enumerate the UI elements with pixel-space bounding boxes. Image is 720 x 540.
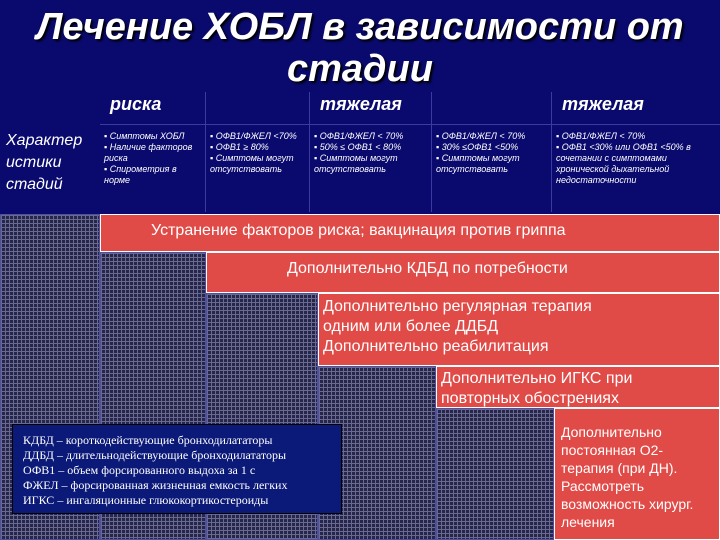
treatment-bar-5-line: возможность хирург.	[561, 496, 694, 512]
title-line-1: Лечение ХОБЛ в зависимости от	[36, 6, 684, 48]
treatment-bar-3-line: одним или более ДДБД	[323, 318, 499, 335]
treatment-bar-4	[436, 366, 720, 408]
header-label-2: тяжелая	[320, 94, 402, 114]
stage-item: ▪ Симптомы могут отсутствовать	[314, 153, 398, 174]
stage-item: ▪ ОФВ1 <30% или ОФВ1 <50% в сочетании с симптомами хронической дыхательной недостаточности	[556, 142, 691, 185]
stage-cell-1	[206, 124, 310, 212]
legend-line: ОФВ1 – объем форсированного выдоха за 1 с	[23, 463, 256, 477]
stage-cell-0	[100, 124, 206, 212]
stage-item: ▪ Спирометрия в норме	[104, 164, 177, 185]
abbreviation-legend	[12, 424, 342, 514]
treatment-bar-5-line: терапия (при ДН).	[561, 460, 678, 476]
treatment-bar-1-text: Устранение факторов риска; вакцинация против гриппа	[151, 222, 566, 239]
legend-line: КДБД – короткодействующие бронходилататоры	[23, 433, 273, 447]
treatment-bar-4-line: повторных обострениях	[441, 390, 619, 407]
stage-item: ▪ ОФВ1 ≥ 80%	[210, 142, 269, 152]
grid-block-4	[436, 408, 554, 540]
treatment-bar-3-line: Дополнительно реабилитация	[323, 338, 549, 355]
treatment-bar-4-line: Дополнительно ИГКС при	[441, 370, 633, 387]
header-label-0: риска	[110, 94, 162, 114]
stage-item: ▪ Симптомы ХОБЛ	[104, 131, 185, 141]
treatment-bar-5	[554, 408, 720, 540]
page-title	[0, 0, 720, 90]
treatment-bar-5-line: постоянная О2-	[561, 442, 664, 458]
stage-item: ▪ Симптомы могут отсутствовать	[436, 153, 520, 174]
stage-item: ▪ ОФВ1/ФЖЕЛ <70%	[210, 131, 297, 141]
stage-cell-4	[552, 124, 720, 212]
stage-item: ▪ ОФВ1/ФЖЕЛ < 70%	[314, 131, 404, 141]
row-label-line: Характер	[6, 132, 83, 149]
legend-line: ФЖЕЛ – форсированная жизненная емкость легких	[23, 478, 288, 492]
stage-cell-3	[432, 124, 552, 212]
stage-item: ▪ ОФВ1/ФЖЕЛ < 70%	[436, 131, 526, 141]
stage-item: ▪ 30% ≤ОФВ1 <50%	[436, 142, 519, 152]
row-label-line: стадий	[6, 176, 63, 193]
legend-line: ИГКС – ингаляционные глюкокортикостероиды	[23, 493, 269, 507]
stage-item: ▪ 50% ≤ ОФВ1 < 80%	[314, 142, 402, 152]
stage-item: ▪ ОФВ1/ФЖЕЛ < 70%	[556, 131, 646, 141]
stage-item: ▪ Наличие факторов риска	[104, 142, 193, 163]
stage-item: ▪ Симптомы могут отсутствовать	[210, 153, 294, 174]
row-label-line: истики	[6, 154, 62, 171]
title-line-2: стадии	[287, 48, 433, 90]
treatment-bar-5-line: Дополнительно	[561, 424, 662, 440]
treatment-bar-2-text: Дополнительно КДБД по потребности	[287, 260, 568, 277]
row-label	[4, 124, 100, 212]
treatment-bar-2	[206, 252, 720, 293]
treatment-bar-1	[100, 214, 720, 252]
header-label-4: тяжелая	[562, 94, 644, 114]
legend-line: ДДБД – длительнодействующие бронходилататоры	[23, 448, 287, 462]
treatment-bar-3-line: Дополнительно регулярная терапия	[323, 298, 592, 315]
treatment-bar-3	[318, 293, 720, 366]
treatment-bar-5-line: Рассмотреть	[561, 478, 644, 494]
treatment-bar-5-line: лечения	[561, 514, 615, 530]
stage-cell-2	[310, 124, 432, 212]
